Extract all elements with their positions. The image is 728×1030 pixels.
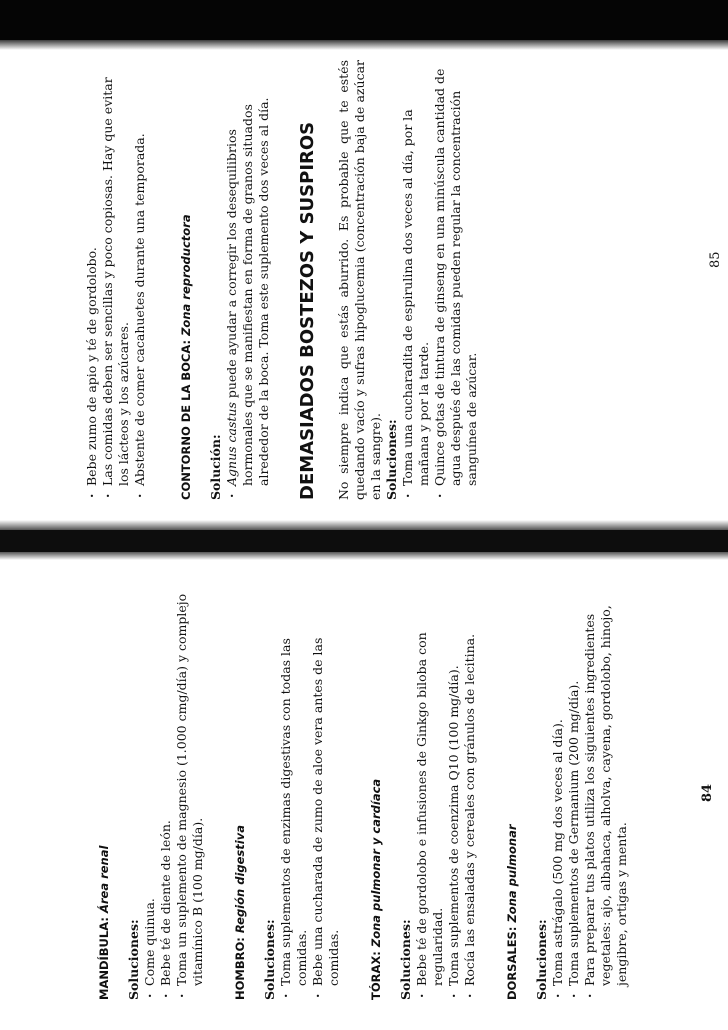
book-spine <box>0 530 728 552</box>
section-mandibula <box>96 590 206 1000</box>
section-heading: DORSALES: Zona pulmonar <box>505 824 519 1000</box>
list-item: · Las comidas deben ser sencillas y poco copiosas. Hay que evitar los lácteos y los azúcares. <box>100 60 132 500</box>
section-contorno-boca <box>178 60 272 500</box>
list-item: · Toma suplementos de enzimas digestivas con todas las comidas. <box>278 590 310 1000</box>
list-item: · Toma suplementos de coenzima Q10 (100 mg/día). <box>446 590 462 1000</box>
solution-label: Solución: <box>208 434 223 500</box>
solutions-label: Soluciones: <box>398 919 413 1000</box>
page-85 <box>84 60 504 500</box>
solutions-label: Soluciones: <box>534 919 549 1000</box>
page-84 <box>96 590 629 1000</box>
scan-top-border <box>0 0 728 40</box>
list-item: · Bebe una cucharada de zumo de aloe vera antes de las comidas. <box>310 590 342 1000</box>
list-item: · Para preparar tus platos utiliza los siguientes ingredientes vegetales: ajo, albahaca, alholva, cayena, gordolobo, hinojo, jengibre, ortigas y menta. <box>582 590 630 1000</box>
solutions-label: Soluciones: <box>384 419 399 500</box>
section-title: DEMASIADOS BOSTEZOS Y SUSPIROS <box>297 121 318 500</box>
solutions-label: Soluciones: <box>262 919 277 1000</box>
section-dorsales <box>504 590 630 1000</box>
spine-shadow-bottom <box>0 552 728 560</box>
solutions-list <box>142 590 206 1000</box>
solutions-list <box>400 60 480 500</box>
scan-top-shadow <box>0 40 728 50</box>
list-item: · Come quinua. <box>142 590 158 1000</box>
list-item: · Abstente de comer cacahuetes durante una temporada. <box>132 60 148 500</box>
list-item: · Bebe té de diente de león. <box>158 590 174 1000</box>
list-item: · Rocía las ensaladas y cereales con gránulos de lecitina. <box>462 590 478 1000</box>
section-bostezos <box>298 60 480 500</box>
solutions-list <box>414 590 478 1000</box>
list-item: · Agnus castus puede ayudar a corregir los desequilibrios hormonales que se manifiestan en forma de granos situados alrededor de la boca. Toma este suplemento dos veces al día. <box>224 60 272 500</box>
page-number: 85 <box>708 251 723 268</box>
list-item: · Bebe té de gordolobo e infusiones de Ginkgo biloba con regularidad. <box>414 590 446 1000</box>
page-number: 84 <box>700 783 715 802</box>
list-item: · Toma una cucharadita de espirulina dos veces al día, por la mañana y por la tarde. <box>400 60 432 500</box>
list-item: · Toma un suplemento de magnesio (1.000 cmg/día) y complejo vitamínico B (100 mg/día). <box>174 590 206 1000</box>
list-item: · Toma astrágalo (500 mg dos veces al día). <box>550 590 566 1000</box>
section-heading: CONTORNO DE LA BOCA: Zona reproductora <box>179 214 193 500</box>
list-item: · Quince gotas de tintura de ginseng en una minúscula cantidad de agua después de las comidas pueden regular la concentración sanguínea de azúcar. <box>432 60 480 500</box>
solutions-list <box>550 590 630 1000</box>
solutions-label: Soluciones: <box>126 919 141 1000</box>
section-torax <box>368 590 478 1000</box>
section-heading: HOMBRO: Región digestiva <box>233 825 247 1000</box>
list-item: · Toma suplementos de Germanium (200 mg/día). <box>566 590 582 1000</box>
section-heading: TÓRAX: Zona pulmonar y cardíaca <box>369 778 383 1000</box>
intro-bullet-list <box>84 60 148 500</box>
section-paragraph: No siempre indica que estás aburrido. Es probable que te estés quedando vacío y sufras hipoglucemia (concentración baja de azúcar en la sangre). <box>336 60 383 500</box>
section-heading: MANDÍBULA: Área renal <box>97 845 111 1000</box>
solution-list <box>224 60 272 500</box>
solutions-list <box>278 590 342 1000</box>
section-hombro <box>232 590 342 1000</box>
list-item: · Bebe zumo de apio y té de gordolobo. <box>84 60 100 500</box>
spine-shadow-top <box>0 520 728 530</box>
